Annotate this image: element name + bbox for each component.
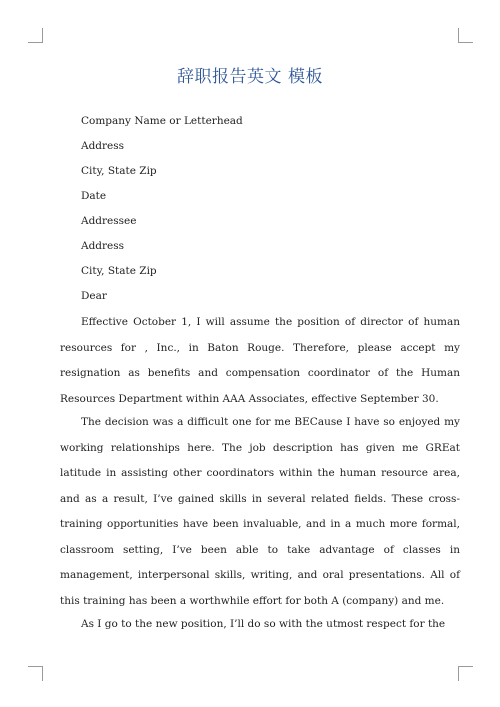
crop-mark-bottom-left bbox=[28, 666, 43, 681]
addressee-city-state-zip-line: City, State Zip bbox=[81, 265, 157, 277]
salutation-line: Dear bbox=[81, 290, 107, 302]
body-paragraph-2: The decision was a difficult one for me BECause I have so enjoyed my working relationships here. The job description has given me GREat latitude in assisting other coordinators within the human resource area, and as a result, I’ve gained skills in several related fields. These cross-training opportunities have been invaluable, and in a much more formal, classroom setting, I’ve been able to take advantage of classes in management, interpersonal skills, writing, and oral presentations. All of this training has been a worthwhile effort for both A (company) and me. bbox=[60, 416, 460, 607]
sender-address-line: Address bbox=[81, 140, 125, 152]
body-paragraph-3: As I go to the new position, I’ll do so with the utmost respect for the bbox=[81, 618, 446, 630]
document-title: 辞职报告英文 模板 bbox=[177, 67, 323, 87]
sender-city-state-zip-line: City, State Zip bbox=[81, 165, 157, 177]
crop-mark-top-right bbox=[458, 28, 473, 43]
crop-mark-top-left bbox=[28, 28, 43, 43]
addressee-address-line: Address bbox=[81, 240, 125, 252]
addressee-line: Addressee bbox=[81, 215, 137, 227]
sender-company-line: Company Name or Letterhead bbox=[81, 115, 243, 127]
crop-mark-bottom-right bbox=[458, 666, 473, 681]
date-line: Date bbox=[81, 190, 107, 202]
body-paragraph-1: Effective October 1, I will assume the position of director of human resources for , Inc., in Baton Rouge. Therefore, please accept my resignation as benefits and compensation coordinator of the Human Resources Department within AAA Associates, effective September 30. bbox=[60, 316, 460, 405]
